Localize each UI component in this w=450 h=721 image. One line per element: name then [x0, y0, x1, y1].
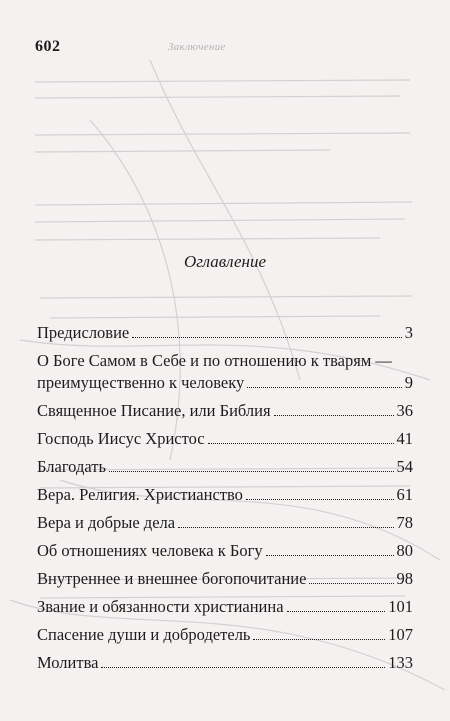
toc-entry-title: Об отношениях человека к Богу — [37, 541, 263, 560]
toc-entry-relations[interactable] — [37, 540, 413, 562]
toc-entry-scripture[interactable] — [37, 400, 413, 422]
toc-entry-title: Предисловие — [37, 323, 130, 342]
toc-leader-dots — [247, 387, 402, 388]
toc-page-number: 36 — [396, 401, 413, 420]
toc-leader-dots — [101, 667, 385, 668]
toc-entry-worship[interactable] — [37, 568, 413, 590]
toc-entry-title: Звание и обязанности христианина — [37, 597, 284, 616]
toc-entry-title: О Боге Самом в Себе и по отношению к тварям — — [37, 351, 392, 370]
toc-entry-faith-religion[interactable] — [37, 484, 413, 506]
toc-page-number: 78 — [396, 513, 413, 532]
toc-leader-dots — [109, 471, 394, 472]
toc-page-number: 41 — [396, 429, 413, 448]
toc-entry-title: Молитва — [37, 653, 99, 672]
page-number: 602 — [35, 38, 61, 55]
toc-entry-title: Вера и добрые дела — [37, 513, 176, 532]
toc-page-number: 9 — [404, 373, 413, 392]
toc-page-number: 133 — [388, 653, 413, 672]
toc-entry-preface[interactable] — [37, 322, 413, 344]
toc-page-number: 101 — [388, 597, 413, 616]
toc-entry-salvation[interactable] — [37, 624, 413, 646]
toc-title: Оглавление — [183, 252, 267, 271]
toc-entry-christian-calling[interactable] — [37, 596, 413, 618]
toc-entry-prayer[interactable] — [37, 652, 413, 674]
toc-entry-grace[interactable] — [37, 456, 413, 478]
toc-entry-title: Вера. Религия. Христианство — [37, 485, 243, 504]
toc-entry-title: Господь Иисус Христос — [37, 429, 205, 448]
toc-leader-dots — [287, 611, 386, 612]
toc-leader-dots — [178, 527, 393, 528]
toc-leader-dots — [274, 415, 394, 416]
toc-page-number: 61 — [396, 485, 413, 504]
toc-entry-title: Спасение души и добродетель — [37, 625, 251, 644]
toc-leader-dots — [132, 337, 402, 338]
toc-leader-dots — [309, 583, 393, 584]
toc-entry-god[interactable] — [37, 350, 413, 394]
toc-entry-title: Священное Писание, или Библия — [37, 401, 271, 420]
toc-page-number: 107 — [388, 625, 413, 644]
toc-leader-dots — [208, 443, 394, 444]
toc-page-number: 80 — [396, 541, 413, 560]
toc-entry-faith-works[interactable] — [37, 512, 413, 534]
toc-leader-dots — [246, 499, 394, 500]
toc-page-number: 98 — [396, 569, 413, 588]
toc-leader-dots — [266, 555, 394, 556]
toc-entry-jesus-christ[interactable] — [37, 428, 413, 450]
toc-page-number: 54 — [396, 457, 413, 476]
running-head: Заключение — [168, 41, 226, 53]
toc-entry-title-continued: преимущественно к человеку — [37, 373, 245, 392]
toc-entry-title: Внутреннее и внешнее богопочитание — [37, 569, 307, 588]
toc-page-number: 3 — [404, 323, 413, 342]
toc-leader-dots — [253, 639, 385, 640]
toc-entry-title: Благодать — [37, 457, 106, 476]
